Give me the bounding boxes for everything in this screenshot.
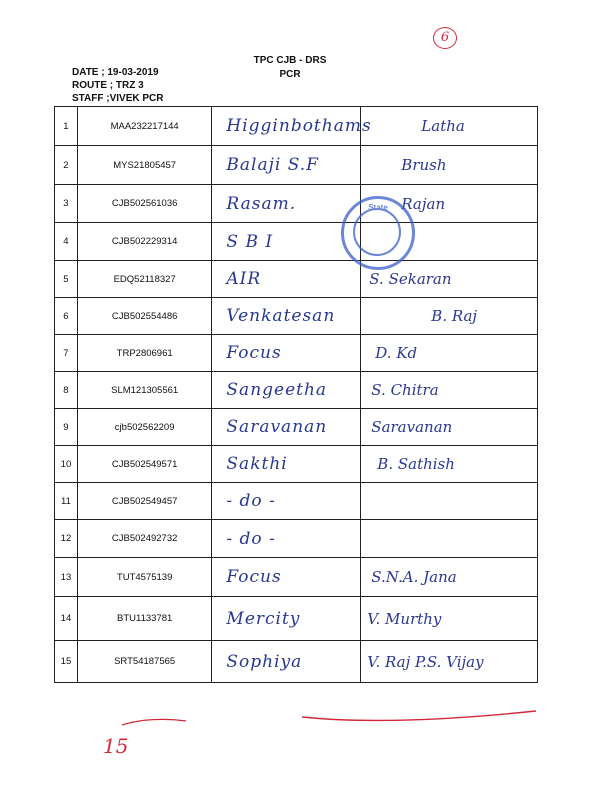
receiver-signature: Rajan	[401, 194, 446, 213]
receiver-signature: S. Chitra	[371, 381, 439, 399]
awb-number: MAA232217144	[77, 107, 212, 146]
signature-cell	[361, 409, 538, 446]
table-row	[55, 558, 538, 597]
receiver-signature: Latha	[421, 117, 465, 135]
row-number: 9	[55, 409, 78, 446]
row-number: 3	[55, 185, 78, 223]
awb-number: CJB502549457	[77, 483, 212, 520]
office-seal-stamp	[341, 196, 415, 270]
receiver-signature: V. Raj P.S. Vijay	[367, 652, 484, 671]
date-line: DATE ; 19-03-2019	[72, 67, 159, 78]
receiver-signature: Brush	[401, 156, 447, 174]
consignee-name: Balaji S.F	[226, 155, 319, 175]
header-meta	[72, 66, 163, 105]
signature-cell	[361, 298, 538, 335]
consignee-cell	[212, 261, 361, 298]
consignee-name: Higginbothams	[226, 116, 372, 136]
table-row	[55, 409, 538, 446]
consignee-cell	[212, 597, 361, 641]
table-row	[55, 298, 538, 335]
signature-cell	[361, 446, 538, 483]
receiver-signature: D. Kd	[375, 344, 418, 362]
consignee-cell	[212, 641, 361, 683]
signature-cell	[361, 597, 538, 641]
row-number: 15	[55, 641, 78, 683]
table-row	[55, 483, 538, 520]
row-number: 13	[55, 558, 78, 597]
row-number: 8	[55, 372, 78, 409]
row-number: 5	[55, 261, 78, 298]
consignee-name: - do -	[226, 528, 276, 549]
consignee-cell	[212, 298, 361, 335]
awb-number: CJB502561036	[77, 185, 212, 223]
awb-number: CJB502229314	[77, 223, 212, 261]
awb-number: SRT54187565	[77, 641, 212, 683]
document-title: TPC CJB - DRS	[253, 55, 327, 66]
consignee-cell	[212, 185, 361, 223]
table-row	[55, 223, 538, 261]
row-number: 2	[55, 146, 78, 185]
table-row	[55, 446, 538, 483]
awb-number: MYS21805457	[77, 146, 212, 185]
table-row	[55, 372, 538, 409]
consignee-name: Focus	[226, 567, 282, 587]
consignee-name: Sangeetha	[226, 380, 328, 400]
awb-number: CJB502554486	[77, 298, 212, 335]
row-number: 7	[55, 335, 78, 372]
signature-cell	[361, 146, 538, 185]
row-number: 4	[55, 223, 78, 261]
awb-number: TRP2806961	[77, 335, 212, 372]
row-number: 14	[55, 597, 78, 641]
table-row	[55, 146, 538, 185]
row-number: 1	[55, 107, 78, 146]
red-margin-mark	[120, 715, 190, 731]
receiver-signature: B. Sathish	[377, 455, 455, 473]
receiver-signature: S. Sekaran	[369, 270, 452, 288]
page-number-mark: 6	[433, 27, 457, 49]
consignee-name: Rasam.	[226, 193, 297, 214]
receiver-signature: B. Raj	[431, 307, 478, 325]
awb-number: CJB502549571	[77, 446, 212, 483]
receiver-signature: Saravanan	[371, 418, 453, 436]
table-row	[55, 641, 538, 683]
awb-number: cjb502562209	[77, 409, 212, 446]
consignee-cell	[212, 107, 372, 146]
consignee-cell	[212, 520, 361, 558]
staff-line: STAFF ;VIVEK PCR	[72, 93, 164, 104]
consignee-cell	[212, 146, 361, 185]
consignee-name: AIR	[226, 269, 262, 289]
row-number: 10	[55, 446, 78, 483]
table-row	[55, 107, 538, 146]
table-row	[55, 335, 538, 372]
signature-cell	[361, 107, 538, 146]
receiver-signature: S.N.A. Jana	[371, 568, 457, 586]
awb-number: EDQ52118327	[77, 261, 212, 298]
consignee-cell	[212, 223, 361, 261]
stamp-text: State	[368, 203, 388, 212]
signature-cell	[361, 335, 538, 372]
consignee-name: Focus	[226, 343, 282, 363]
table-row	[55, 520, 538, 558]
table-row	[55, 261, 538, 298]
consignee-name: Saravanan	[226, 417, 328, 437]
delivery-manifest-table	[54, 106, 538, 683]
consignee-cell	[212, 335, 361, 372]
consignee-cell	[212, 483, 361, 520]
signature-cell	[361, 641, 538, 683]
awb-number: TUT4575139	[77, 558, 212, 597]
consignee-name: Sophiya	[226, 651, 303, 672]
awb-number: BTU1133781	[77, 597, 212, 641]
consignee-cell	[212, 372, 361, 409]
consignee-name: - do -	[226, 491, 276, 511]
signature-cell	[361, 520, 538, 558]
receiver-signature: V. Murthy	[367, 609, 442, 628]
table-row	[55, 597, 538, 641]
consignee-cell	[212, 558, 361, 597]
table-row	[55, 185, 538, 223]
document-title-block	[210, 54, 370, 82]
awb-number: SLM121305561	[77, 372, 212, 409]
row-number: 11	[55, 483, 78, 520]
total-count-mark: 15	[103, 734, 129, 758]
consignee-name: S B I	[226, 231, 274, 252]
awb-number: CJB502492732	[77, 520, 212, 558]
signature-cell	[361, 558, 538, 597]
consignee-name: Mercity	[226, 608, 301, 629]
consignee-cell	[212, 446, 361, 483]
document-subtitle: PCR	[279, 69, 301, 80]
consignee-cell	[212, 409, 361, 446]
row-number: 6	[55, 298, 78, 335]
signature-cell	[361, 372, 538, 409]
consignee-name: Venkatesan	[226, 306, 336, 326]
consignee-name: Sakthi	[226, 454, 288, 474]
row-number: 12	[55, 520, 78, 558]
route-line: ROUTE ; TRZ 3	[72, 80, 144, 91]
red-underline-mark	[300, 705, 540, 725]
signature-cell	[361, 483, 538, 520]
